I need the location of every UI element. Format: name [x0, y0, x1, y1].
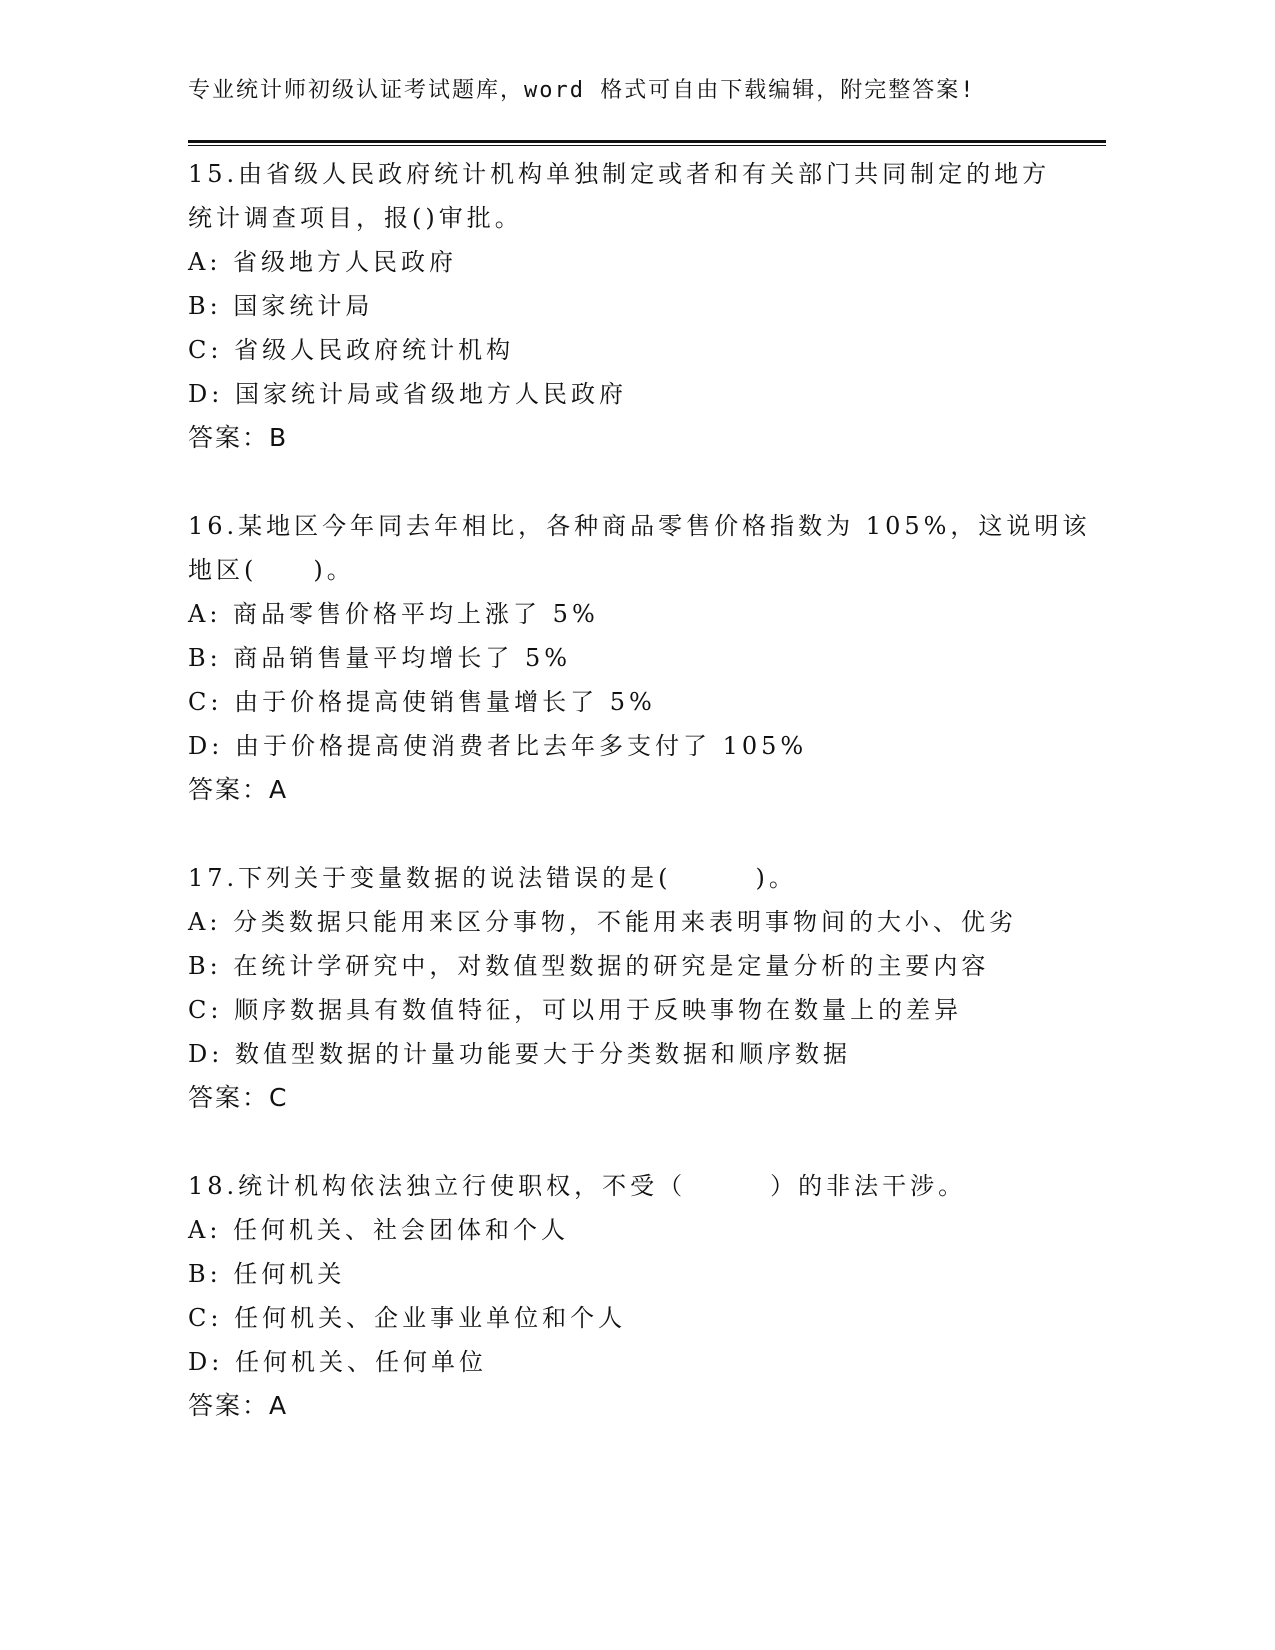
answer-line: 答案：C — [188, 1083, 289, 1112]
question-stem — [188, 1164, 1088, 1208]
option-b: B: 任何机关 — [188, 1260, 346, 1288]
answer-line: 答案：A — [188, 775, 289, 804]
option-d: D: 任何机关、任何单位 — [188, 1348, 487, 1376]
option-d: D: 数值型数据的计量功能要大于分类数据和顺序数据 — [188, 1040, 851, 1068]
answer-line: 答案：B — [188, 423, 289, 452]
question-16 — [188, 504, 1091, 812]
option-a: A: 分类数据只能用来区分事物，不能用来表明事物间的大小、优劣 — [188, 908, 1018, 936]
option-d: D: 由于价格提高使消费者比去年多支付了 105% — [188, 732, 808, 760]
option-a: A: 任何机关、社会团体和个人 — [188, 1216, 570, 1244]
question-18 — [188, 1164, 1088, 1428]
stem-line: 15.由省级人民政府统计机构单独制定或者和有关部门共同制定的地方 — [188, 160, 1051, 188]
option-d: D: 国家统计局或省级地方人民政府 — [188, 380, 627, 408]
stem-line: 17.下列关于变量数据的说法错误的是( )。 — [188, 864, 797, 892]
option-b: B: 在统计学研究中，对数值型数据的研究是定量分析的主要内容 — [188, 952, 990, 980]
option-a: A: 商品零售价格平均上涨了 5% — [188, 600, 599, 628]
option-b: B: 商品销售量平均增长了 5% — [188, 644, 572, 672]
option-c: C: 由于价格提高使销售量增长了 5% — [188, 688, 656, 716]
page-header: 专业统计师初级认证考试题库，word 格式可自由下载编辑，附完整答案! — [188, 78, 976, 103]
option-c: C: 顺序数据具有数值特征，可以用于反映事物在数量上的差异 — [188, 996, 963, 1024]
question-stem — [188, 152, 1088, 240]
question-17 — [188, 856, 1088, 1120]
option-c: C: 任何机关、企业事业单位和个人 — [188, 1304, 627, 1332]
question-stem — [188, 504, 1091, 592]
question-15 — [188, 152, 1088, 460]
stem-line: 统计调查项目，报()审批。 — [188, 204, 523, 232]
option-a: A: 省级地方人民政府 — [188, 248, 458, 276]
stem-line: 18.统计机构依法独立行使职权，不受（ ）的非法干涉。 — [188, 1172, 967, 1200]
option-b: B: 国家统计局 — [188, 292, 374, 320]
answer-line: 答案：A — [188, 1391, 289, 1420]
question-stem — [188, 856, 1088, 900]
header-divider — [188, 140, 1106, 146]
question-list — [188, 152, 1091, 1472]
stem-line: 16.某地区今年同去年相比，各种商品零售价格指数为 105%，这说明该 — [188, 512, 1091, 540]
option-c: C: 省级人民政府统计机构 — [188, 336, 515, 364]
stem-line: 地区( )。 — [188, 556, 355, 584]
